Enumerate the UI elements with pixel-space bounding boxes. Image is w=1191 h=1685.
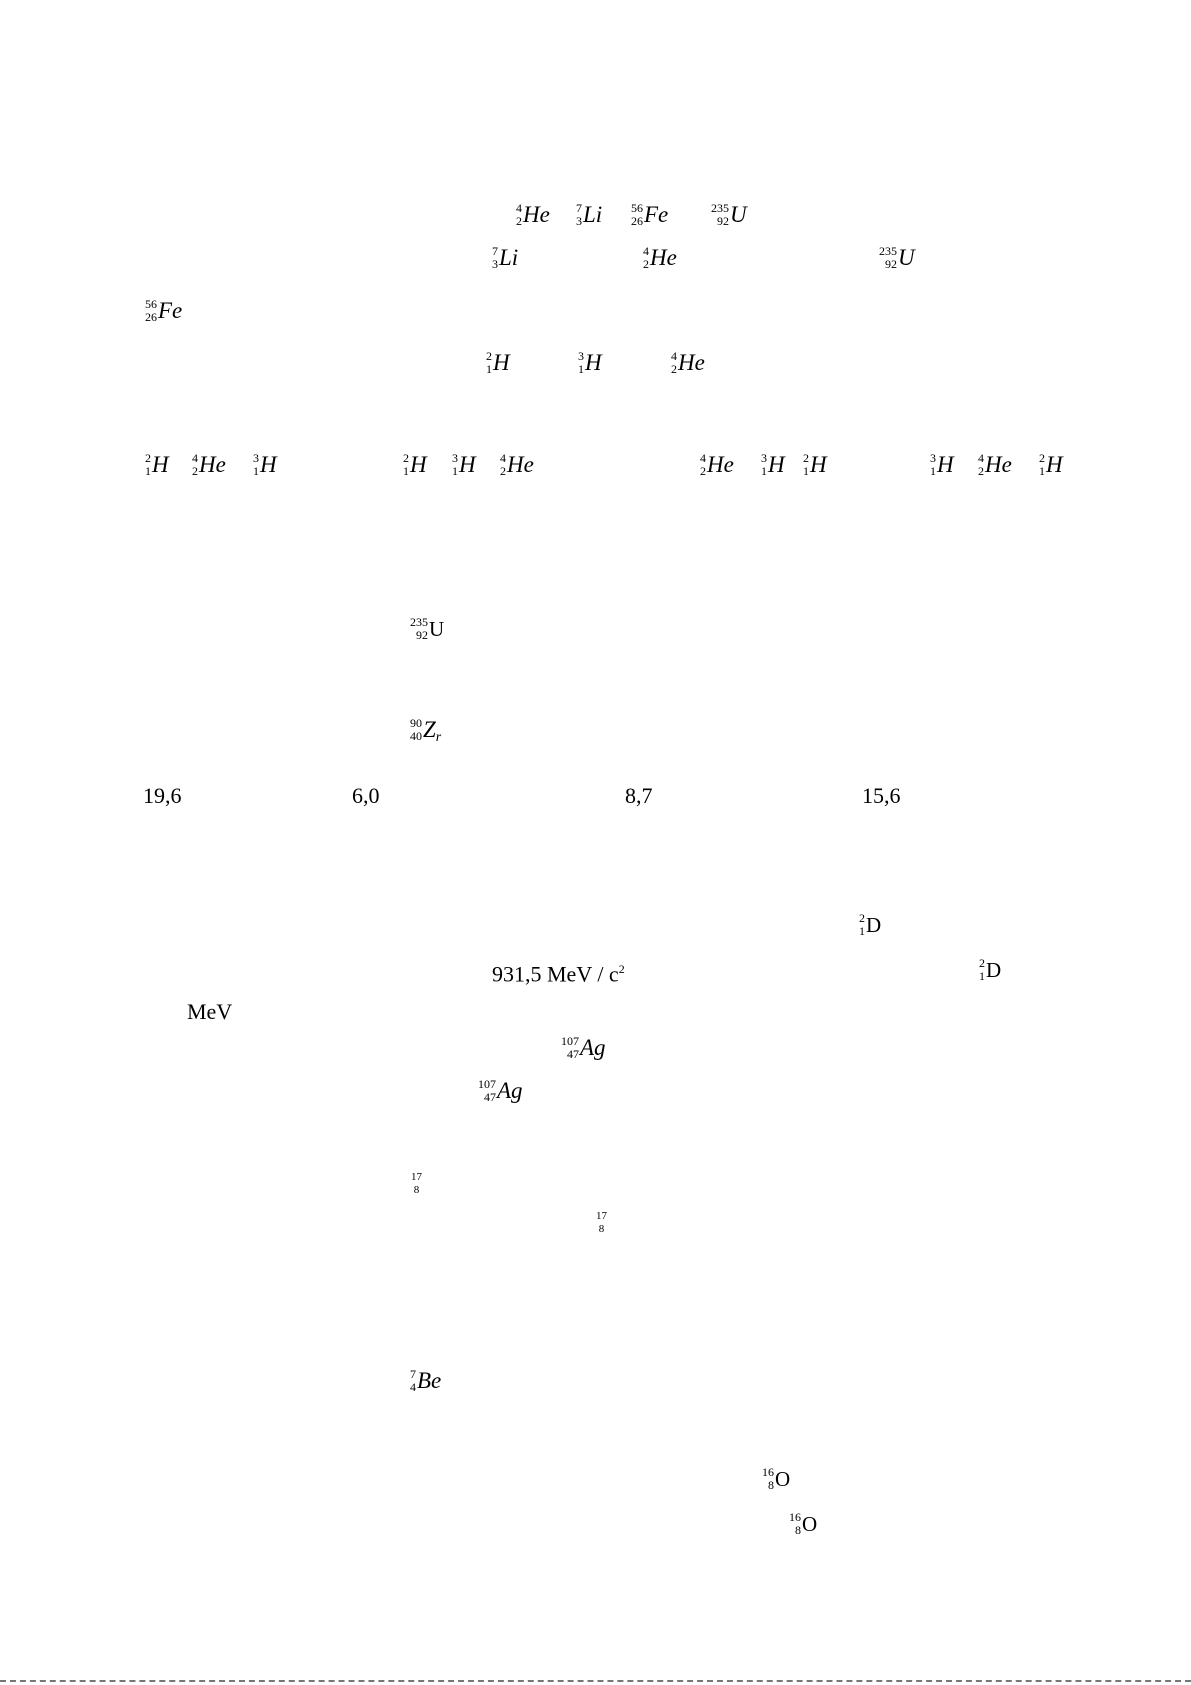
option-c-nuclide-1: 4 2 He: [700, 451, 734, 478]
nuclide-u235-upright: 235 92 U: [410, 615, 445, 642]
nuclide-o16: 16 8 O: [789, 1510, 818, 1537]
answer-a-value: 19,6: [143, 783, 182, 808]
option-a-nuclide-2: 4 2 He: [192, 451, 226, 478]
option-a-nuclide-1: 2 1 H: [145, 451, 169, 478]
nuclide-he4: 4 2 He: [643, 244, 677, 271]
nuclide-ag107: 107 47 Ag: [478, 1077, 523, 1104]
nuclide-li7: 7 3 Li: [492, 244, 519, 271]
option-b-nuclide-2: 3 1 H: [452, 451, 476, 478]
option-b-nuclide-3: 4 2 He: [500, 451, 534, 478]
nuclide-u235: 235 92 U: [711, 201, 747, 228]
option-a-nuclide-3: 3 1 H: [253, 451, 277, 478]
option-d-nuclide-2: 4 2 He: [978, 451, 1012, 478]
mev-unit: MeV: [187, 999, 233, 1024]
nuclide-u235: 235 92 U: [879, 244, 915, 271]
nuclide-fe56: 56 26 Fe: [631, 201, 669, 228]
nuclide-he4: 4 2 He: [516, 201, 550, 228]
isotope-index-17-8: 17 8: [596, 1210, 607, 1235]
isotope-index-17-8: 17 8: [411, 1171, 422, 1196]
nuclide-ag107: 107 47 Ag: [561, 1034, 606, 1061]
nuclide-be7: 7 4 Be: [410, 1367, 442, 1394]
page-bottom-rule: [0, 1680, 1191, 1682]
option-d-nuclide-3: 2 1 H: [1039, 451, 1063, 478]
option-d-nuclide-1: 3 1 H: [930, 451, 954, 478]
nuclide-d2: 2 1 D: [979, 956, 1002, 983]
answer-c-value: 8,7: [625, 783, 653, 808]
answer-b-value: 6,0: [352, 783, 380, 808]
nuclide-h2: 2 1 H: [486, 349, 510, 376]
nuclide-fe56: 56 26 Fe: [145, 297, 183, 324]
answer-d-value: 15,6: [862, 783, 901, 808]
nuclide-he4: 4 2 He: [671, 349, 705, 376]
nuclide-d2: 2 1 D: [859, 911, 882, 938]
option-c-nuclide-2: 3 1 H: [761, 451, 785, 478]
option-b-nuclide-1: 2 1 H: [403, 451, 427, 478]
nuclide-li7: 7 3 Li: [576, 201, 603, 228]
nuclide-zr90: 90 40 Z r: [410, 716, 442, 745]
mass-unit: 931,5 MeV / $c^2$: [492, 961, 625, 987]
nuclide-h3: 3 1 H: [578, 349, 602, 376]
option-c-nuclide-3: 2 1 H: [803, 451, 827, 478]
nuclide-o16: 16 8 O: [762, 1465, 791, 1492]
